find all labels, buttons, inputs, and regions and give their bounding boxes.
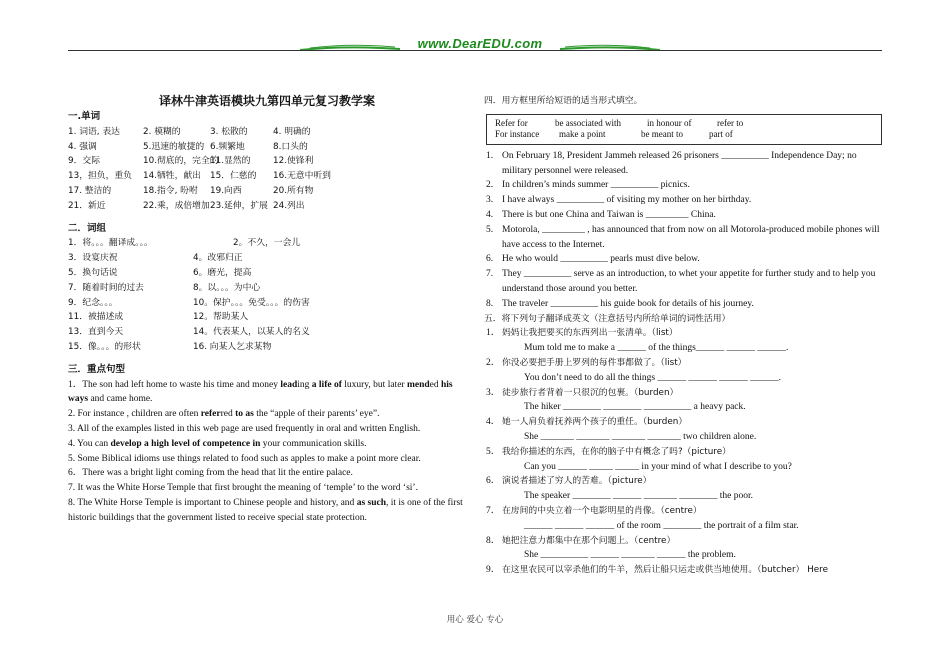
item-number: 3. <box>486 195 494 206</box>
phrase-item: 11．被描述成 <box>68 312 124 323</box>
vocab-item: 10.彻底的，完全的 <box>143 156 219 167</box>
right-column <box>484 94 884 578</box>
section3-heading: 三．重点句型 <box>68 363 126 375</box>
chinese-sentence: 在这里农民可以宰杀他们的牛羊，然后让船只运走或供当地使用。（butcher） Here <box>502 565 829 576</box>
phrase-item: 7．随着时间的过去 <box>68 282 144 293</box>
fill-blank-item <box>484 208 884 223</box>
box-row <box>495 118 873 130</box>
phrase-item: 12。帮助某人 <box>193 312 249 323</box>
vocab-item: 4. 明确的 <box>273 126 311 137</box>
phrase-item: 1．将。。。翻译成。。。 <box>68 238 153 249</box>
vocab-item: 3. 松散的 <box>210 126 248 137</box>
vocab-item: 1. 词语, 表达 <box>68 126 120 137</box>
fill-blank-item <box>484 223 884 253</box>
item-number: 4. <box>486 209 494 220</box>
box-row <box>495 129 873 141</box>
english-answer-line: Can you ______ _____ _____ in your mind of what I describe to you? <box>524 461 792 472</box>
phrase-item: 14。代表某人，以某人的名义 <box>193 327 310 338</box>
translation-item <box>484 474 884 489</box>
chinese-sentence: 你没必要把手册上罗列的每件事都做了。（list） <box>502 357 687 368</box>
sentence-item: 4. You can develop a high level of competence in your communication skills. <box>68 438 367 449</box>
chinese-sentence: 妈妈让我把要买的东西列出一张清单。（list） <box>502 328 678 339</box>
vocab-row <box>68 140 466 155</box>
sentence-item: 1．The son had left home to waste his time and money leading a life of luxury, but later mended his ways and came home. <box>68 379 453 405</box>
phrase-item: 9．纪念。。。 <box>68 297 118 308</box>
translation-item <box>484 356 884 371</box>
chinese-sentence: 我给你描述的东西，在你的脑子中有概念了吗?（picture） <box>502 446 731 457</box>
box-phrase: Refer for <box>495 117 528 128</box>
box-phrase: make a point <box>559 129 606 140</box>
page-footer: 用心 爱心 专心 <box>446 615 504 625</box>
sentence-item: 3. All of the examples listed in this web page are used frequently in oral and written English. <box>68 423 421 434</box>
box-phrase: be associated with <box>555 117 621 128</box>
vocab-row <box>68 199 466 214</box>
section2-heading: 二．词组 <box>68 222 107 234</box>
fill-blank-item <box>484 149 884 179</box>
section4-heading: 四．用方框里所给短语的适当形式填空。 <box>484 96 643 106</box>
item-text: He who would __________ pearls must dive below. <box>502 254 700 265</box>
phrase-row <box>68 251 466 266</box>
chinese-sentence: 她把注意力都集中在那个问题上。（centre） <box>502 535 676 546</box>
item-text: I have always __________ of visiting my mother on her birthday. <box>502 195 752 206</box>
vocab-item: 11.显然的 <box>210 156 251 167</box>
item-number: 7. <box>486 269 494 280</box>
vocab-item: 18.指令, 吩咐 <box>143 185 198 196</box>
english-answer-line: You don’t need to do all the things ______ ______ ______ ______. <box>524 372 781 383</box>
english-answer-line: She _______ _______ _______ _______ two children alone. <box>524 431 757 442</box>
translation-item <box>484 326 884 341</box>
phrase-item: 2。不久，一会儿 <box>233 238 301 249</box>
vocab-item: 6.频繁地 <box>210 141 245 152</box>
phrase-item: 6。磨光，提高 <box>193 267 252 278</box>
item-number: 5. <box>486 224 494 235</box>
vocab-item: 5.迅速的敏捷的 <box>143 141 205 152</box>
phrase-list <box>68 236 466 354</box>
english-answer-line: The speaker ________ ______ _______ ________ the poor. <box>524 491 754 502</box>
chinese-sentence: 徒步旅行者背着一只很沉的包裹。（burden） <box>502 387 679 398</box>
vocab-item: 20.所有物 <box>273 185 314 196</box>
vocab-item: 15．仁慈的 <box>210 171 257 182</box>
phrase-row <box>68 296 466 311</box>
vocab-item: 22.乘，成倍增加 <box>143 200 210 211</box>
chinese-sentence: 她一人肩负着抚养两个孩子的重任。（burden） <box>502 417 688 428</box>
translation-item <box>484 415 884 430</box>
translation-item <box>484 445 884 460</box>
item-text: In children’s minds summer __________ picnics. <box>502 180 690 191</box>
phrase-row <box>68 281 466 296</box>
vocab-item: 12.使锋利 <box>273 156 314 167</box>
vocab-list <box>68 125 466 214</box>
phrase-row <box>68 325 466 340</box>
sentence-item: 7. It was the White Horse Temple that first brought the meaning of ‘temple’ to the word ‘si’. <box>68 483 418 494</box>
fill-blank-list <box>484 149 884 312</box>
item-number: 5． <box>486 446 501 457</box>
vocab-item: 19.向西 <box>210 185 242 196</box>
box-phrase: refer to <box>717 117 744 128</box>
english-answer-line: The hiker ________ ________ __________ a heavy pack. <box>524 402 746 413</box>
item-number: 1. <box>486 150 494 161</box>
phrase-item: 5．换句话说 <box>68 267 118 278</box>
translation-item <box>484 504 884 519</box>
fill-blank-item <box>484 252 884 267</box>
translation-item <box>484 386 884 401</box>
item-number: 2． <box>486 357 501 368</box>
header-rule <box>68 50 882 51</box>
item-text: There is but one China and Taiwan is _________ China. <box>502 209 716 220</box>
sentence-item: 6．There was a bright light coming from the head that lit the entire palace. <box>68 468 353 479</box>
chinese-sentence: 在房间的中央立着一个电影明星的肖像。（centre） <box>502 505 702 516</box>
box-phrase: be meant to <box>641 129 683 140</box>
sentence-item: 8. The White Horse Temple is important to Chinese people and history, and as such, it is one of the first historic buildings that the government listed to receive special state protection. <box>68 497 463 523</box>
english-answer-line: She __________ ______ _______ ______ the problem. <box>524 550 736 561</box>
left-column <box>68 94 466 526</box>
vocab-item: 23.延伸，扩展 <box>210 200 268 211</box>
phrase-row <box>68 236 466 251</box>
item-number: 6. <box>486 254 494 265</box>
phrase-item: 10。保护。。。免受。。。的伤害 <box>193 297 310 308</box>
phrase-item: 4。改邪归正 <box>193 253 243 264</box>
item-number: 6． <box>486 476 501 487</box>
item-text: The traveler __________ his guide book for details of his journey. <box>502 298 754 309</box>
item-number: 4． <box>486 417 501 428</box>
phrase-item: 15．像。。。的形状 <box>68 341 141 352</box>
page-title: 译林牛津英语模块九第四单元复习教学案 <box>158 94 375 108</box>
phrase-item: 16. 向某人乞求某物 <box>193 341 272 352</box>
item-number: 8. <box>486 298 494 309</box>
sentence-item: 5. Some Biblical idioms use things related to food such as apples to make a point more clear. <box>68 453 421 464</box>
translation-item <box>484 534 884 549</box>
vocab-item: 9．交际 <box>68 156 100 167</box>
translation-list <box>484 326 884 578</box>
logo-text: www.DearEDU.com <box>417 36 543 51</box>
phrase-item: 8。以。。。为中心 <box>193 282 261 293</box>
phrase-item: 13．直到今天 <box>68 327 124 338</box>
vocab-row <box>68 125 466 140</box>
box-phrase: in honour of <box>647 117 692 128</box>
box-phrase: part of <box>709 129 733 140</box>
item-text: On February 18, President Jammeh released 26 prisoners __________ Independence Day; no military personnel were released. <box>502 150 857 176</box>
vocab-item: 14.牺牲，献出 <box>143 171 201 182</box>
phrase-item: 3．设宴庆祝 <box>68 253 118 264</box>
fill-blank-item <box>484 267 884 297</box>
header-logo <box>300 36 660 58</box>
item-number: 3． <box>486 387 501 398</box>
item-number: 7． <box>486 505 501 516</box>
chinese-sentence: 演说者描述了穷人的苦难。（picture） <box>502 476 652 487</box>
fill-blank-item <box>484 297 884 312</box>
vocab-row <box>68 169 466 184</box>
section1-heading: 一.单词 <box>68 111 101 122</box>
vocab-item: 21．新近 <box>68 200 106 211</box>
item-number: 9． <box>486 565 501 576</box>
box-phrase: For instance <box>495 129 540 140</box>
phrase-row <box>68 340 466 355</box>
vocab-item: 17. 整洁的 <box>68 185 112 196</box>
vocab-item: 4. 强调 <box>68 141 97 152</box>
fill-blank-item <box>484 193 884 208</box>
item-number: 2. <box>486 180 494 191</box>
vocab-item: 13，担负，重负 <box>68 171 132 182</box>
vocab-item: 8.口头的 <box>273 141 308 152</box>
vocab-row <box>68 154 466 169</box>
english-answer-line: ______ ______ ______ of the room ________ the portrait of a film star. <box>524 520 799 531</box>
item-number: 1． <box>486 328 501 339</box>
vocab-item: 24.列出 <box>273 200 305 211</box>
sentence-item: 2. For instance , children are often referred to as the “apple of their parents’ eye”. <box>68 409 380 420</box>
english-answer-line: Mum told me to make a ______ of the things______ ______ ______. <box>524 343 789 354</box>
sentence-list <box>68 378 466 526</box>
section5-heading: 五．将下列句子翻译成英文（注意括号内所给单词的词性活用） <box>484 313 731 324</box>
vocab-row <box>68 184 466 199</box>
phrase-box <box>486 114 882 145</box>
item-number: 8． <box>486 535 501 546</box>
translation-item <box>484 563 884 578</box>
fill-blank-item <box>484 178 884 193</box>
phrase-row <box>68 310 466 325</box>
phrase-row <box>68 266 466 281</box>
vocab-item: 2. 模糊的 <box>143 126 181 137</box>
item-text: They __________ serve as an introduction, to whet your appetite for further study and to help you understand those around you better. <box>502 269 876 294</box>
vocab-item: 16.无意中听到 <box>273 171 331 182</box>
item-text: Motorola, _________ , has announced that from now on all Motorola-produced mobile phones will have access to the Internet. <box>502 224 880 250</box>
